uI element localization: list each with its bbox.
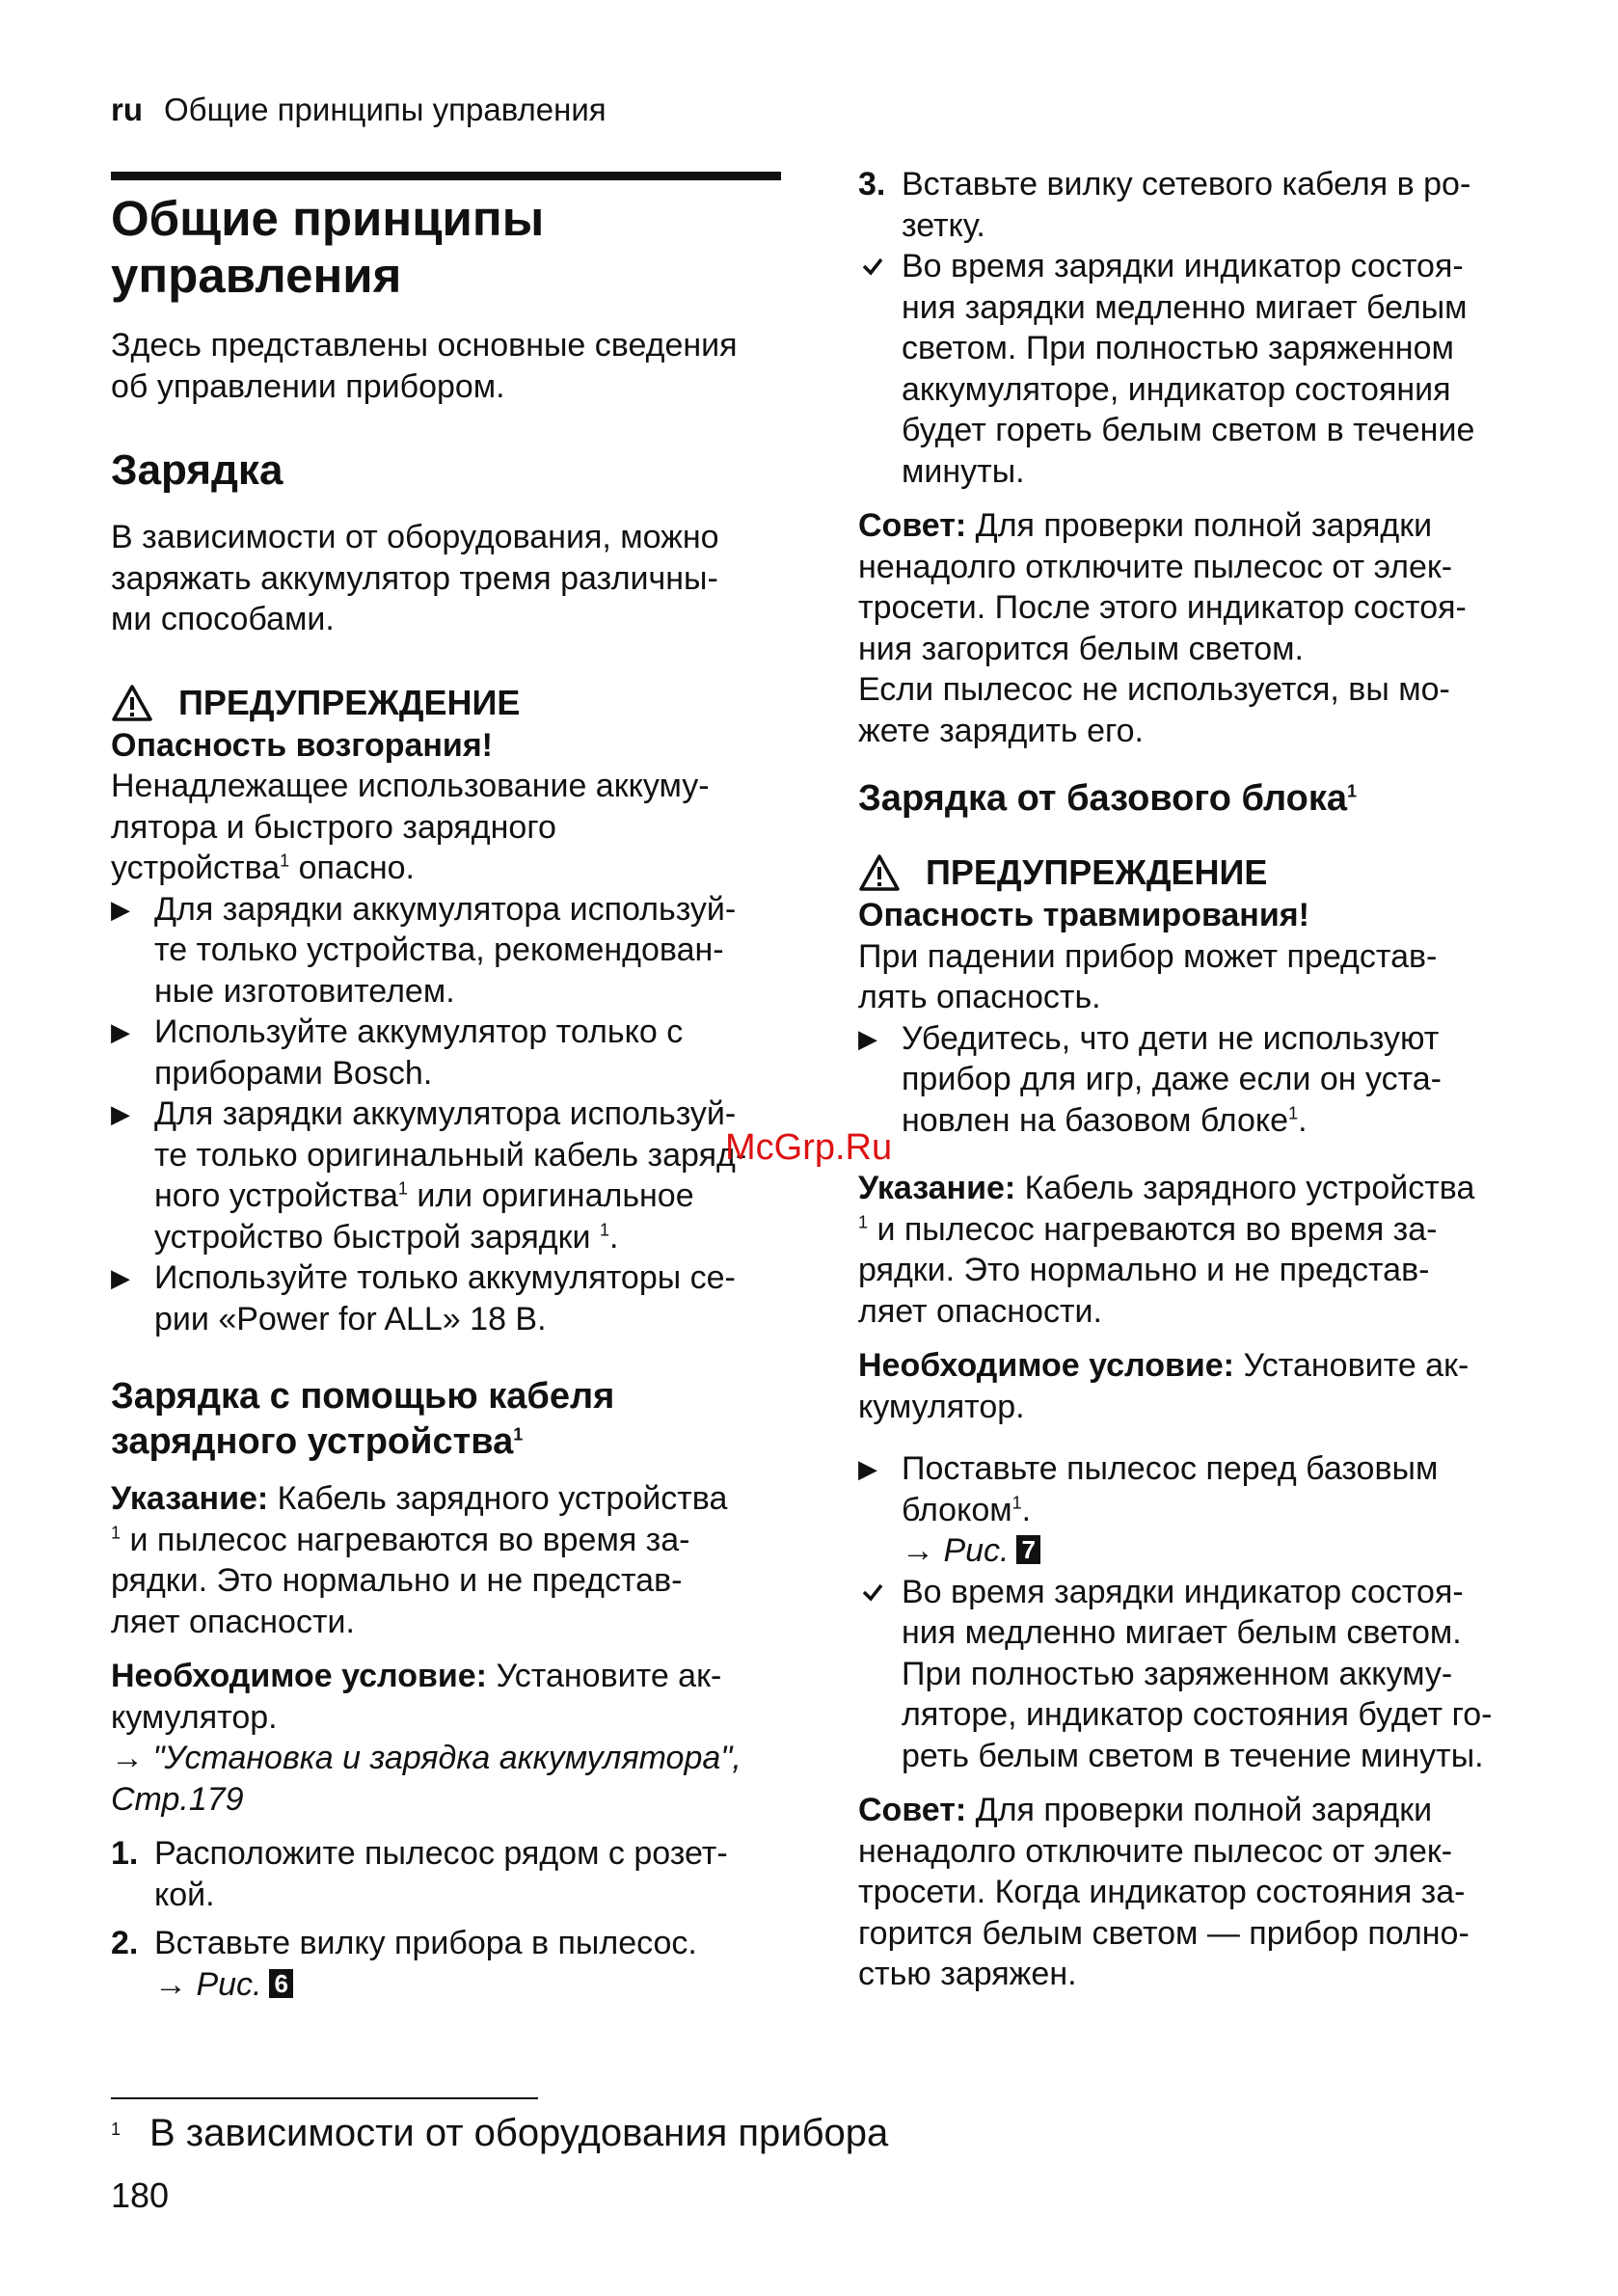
text-line: кой.	[154, 1876, 215, 1913]
checkmark-icon	[860, 1576, 885, 1605]
text-line: При полностью заряженном аккуму-	[902, 1655, 1453, 1692]
text-line: Поставьте пылесос перед базовым	[902, 1450, 1439, 1487]
text-line: Для зарядки аккумулятора используй-	[154, 1095, 737, 1132]
text-span: Для проверки полной зарядки	[966, 1792, 1433, 1828]
text-line: заряжать аккумулятор тремя различны-	[111, 559, 718, 597]
step-item	[111, 1833, 781, 1915]
text-line: ми способами.	[111, 601, 335, 637]
text-line: ляет опасности.	[858, 1292, 1102, 1330]
running-header-title: Общие принципы управления	[164, 92, 607, 127]
requirement-label: Необходимое условие:	[858, 1347, 1235, 1384]
text-line: тросети. После этого индикатор состоя-	[858, 589, 1467, 626]
text-line: те только устройства, рекомендован-	[154, 932, 724, 968]
footnote-ref: 1	[1347, 781, 1358, 801]
text-span: .	[608, 1218, 619, 1256]
page-title-line: управления	[111, 248, 402, 303]
list-item	[858, 1018, 1533, 1142]
triangle-bullet-icon: ▶	[111, 894, 130, 924]
warning-triangle-icon	[858, 853, 901, 892]
footnote-ref: 1	[280, 851, 290, 871]
note-label: Указание:	[111, 1480, 269, 1517]
section-heading-charging: Зарядка	[111, 446, 283, 494]
figure-reference[interactable]	[902, 1530, 1533, 1572]
text-line	[902, 1100, 1533, 1142]
list-item	[111, 1012, 781, 1094]
text-line: кумулятор.	[858, 1388, 1025, 1425]
warning-triangle-icon	[111, 684, 153, 722]
text-line: Используйте аккумулятор только с	[154, 1013, 684, 1050]
text-line: лятора и быстрого зарядного	[111, 808, 556, 846]
text-line: При падении прибор может представ-	[858, 937, 1438, 975]
text-line	[902, 1490, 1533, 1531]
text-span: или оригинальное	[407, 1177, 694, 1214]
left-column	[111, 172, 781, 2005]
note-paragraph	[111, 1478, 781, 1642]
text-span: .	[1021, 1491, 1032, 1528]
warning-injury	[858, 851, 1533, 1141]
text-line: Убедитесь, что дети не используют	[902, 1019, 1440, 1057]
text-span: Кабель зарядного устройства	[1015, 1170, 1475, 1206]
requirement-paragraph	[111, 1656, 781, 1820]
page-number: 180	[111, 2175, 170, 2215]
cross-reference-link[interactable]: → "Установка и зарядка аккумулятора",	[111, 1740, 742, 1776]
triangle-bullet-icon: ▶	[111, 1263, 130, 1292]
requirement-label: Необходимое условие:	[111, 1658, 488, 1694]
page-title-line: Общие принципы	[111, 191, 545, 246]
warning-subtitle: Опасность травмирования!	[858, 897, 1309, 933]
text-line	[858, 1790, 1533, 1831]
text-span: Кабель зарядного устройства	[268, 1480, 728, 1517]
text-span: Установите ак-	[487, 1658, 722, 1694]
text-line	[154, 1175, 781, 1217]
footnote	[111, 2110, 888, 2156]
text-line: те только оригинальный кабель заряд-	[154, 1136, 747, 1174]
list-item	[111, 1257, 781, 1339]
text-line: светом. При полностью заряженном	[902, 330, 1454, 366]
text-line: реть белым светом в течение минуты.	[902, 1737, 1484, 1774]
text-line: зетку.	[902, 206, 985, 244]
text-line: ляет опасности.	[111, 1603, 355, 1640]
note-label: Указание:	[858, 1170, 1016, 1206]
text-line	[154, 1217, 781, 1258]
text-line: рядки. Это нормально и не представ-	[858, 1252, 1430, 1288]
heading-line	[111, 1419, 781, 1465]
warning-label: ПРЕДУПРЕЖДЕНИЕ	[178, 682, 521, 722]
text-line: Вставьте вилку сетевого кабеля в ро-	[902, 166, 1471, 203]
text-line	[858, 1168, 1533, 1209]
footnote-ref: 1	[397, 1178, 408, 1199]
text-line: жете зарядить его.	[858, 712, 1144, 749]
text-line: ненадолго отключите пылесос от элек-	[858, 548, 1453, 585]
text-line: ные изготовителем.	[154, 972, 455, 1010]
result-item	[858, 1572, 1533, 1777]
text-span: новлен на базовом блоке	[902, 1101, 1289, 1139]
checkmark-icon	[860, 250, 885, 279]
list-item	[111, 1094, 781, 1257]
charging-paragraph	[111, 517, 781, 640]
text-line: ния медленно мигает белым светом.	[902, 1614, 1462, 1651]
text-line: Для зарядки аккумулятора используй-	[154, 890, 737, 928]
text-line	[858, 1209, 1533, 1251]
text-line: лять опасность.	[858, 979, 1101, 1015]
figure-ref-text: → Рис.	[154, 1965, 262, 2003]
step-number: 2.	[111, 1925, 139, 1961]
text-line: приборами Bosch.	[154, 1054, 433, 1092]
text-line: Здесь представлены основные сведения	[111, 327, 738, 364]
text-span: Зарядка от базового блока	[858, 778, 1348, 819]
text-line: ния зарядки медленно мигает белым	[902, 288, 1468, 326]
text-line	[858, 1345, 1533, 1387]
triangle-bullet-icon: ▶	[858, 1023, 877, 1053]
text-span: опасно.	[289, 850, 415, 886]
footnote-mark: 1	[111, 2120, 121, 2139]
text-line: Вставьте вилку прибора в пылесос.	[154, 1925, 697, 1961]
text-line: прибор для игр, даже если он уста-	[902, 1061, 1442, 1097]
text-line	[858, 505, 1533, 547]
text-span: ного устройства	[154, 1177, 398, 1214]
running-header	[111, 91, 607, 129]
text-line: Ненадлежащее использование аккуму-	[111, 768, 710, 804]
footnote-ref: 1	[1288, 1103, 1299, 1123]
note-paragraph	[858, 1168, 1533, 1332]
text-line: будет гореть белым светом в течение	[902, 412, 1475, 448]
figure-reference[interactable]	[154, 1964, 781, 2006]
text-line	[111, 1478, 781, 1520]
text-line: В зависимости от оборудования, можно	[111, 519, 719, 555]
footnote-ref: 1	[1011, 1493, 1022, 1513]
text-line: тросети. Когда индикатор состояния за-	[858, 1874, 1466, 1910]
footnote-rule	[111, 2097, 538, 2099]
warning-subtitle: Опасность возгорания!	[111, 726, 493, 764]
step-item	[111, 1923, 781, 2005]
text-line: ляторе, индикатор состояния будет го-	[902, 1696, 1493, 1733]
text-line: Расположите пылесос рядом с розет-	[154, 1835, 728, 1872]
step-number: 3.	[858, 166, 886, 203]
text-line: ненадолго отключите пылесос от элек-	[858, 1832, 1453, 1870]
text-line: стью заряжен.	[858, 1956, 1077, 1992]
footnote-ref: 1	[111, 1523, 121, 1543]
text-span: и пылесос нагреваются во время за-	[121, 1521, 690, 1558]
text-line: Во время зарядки индикатор состоя-	[902, 1573, 1464, 1610]
warning-label: ПРЕДУПРЕЖДЕНИЕ	[926, 852, 1268, 892]
figure-number-badge: 7	[1016, 1535, 1039, 1564]
list-item	[111, 889, 781, 1013]
warning-heading	[858, 851, 1533, 895]
tip-label: Совет:	[858, 1792, 967, 1828]
text-span: Для проверки полной зарядки	[966, 507, 1433, 544]
title-rule	[111, 172, 781, 180]
text-line	[111, 1656, 781, 1697]
text-span: и пылесос нагреваются во время за-	[868, 1210, 1438, 1248]
text-line: минуты.	[902, 452, 1025, 490]
triangle-bullet-icon: ▶	[111, 1017, 130, 1046]
subsection-heading-cable	[111, 1374, 781, 1465]
result-item	[858, 246, 1533, 492]
text-span: .	[1298, 1101, 1308, 1139]
text-line: Если пылесос не используется, вы мо-	[858, 671, 1450, 708]
footnote-ref: 1	[513, 1424, 524, 1445]
text-line: аккумуляторе, индикатор состояния	[902, 370, 1451, 408]
step-number: 1.	[111, 1835, 139, 1872]
subsection-heading-base	[858, 776, 1533, 822]
tip-paragraph	[858, 505, 1533, 751]
text-span: зарядного устройства	[111, 1421, 514, 1462]
text-span: устройство быстрой зарядки	[154, 1218, 600, 1256]
figure-ref-text: → Рис.	[902, 1532, 1010, 1569]
text-line: Используйте только аккумуляторы се-	[154, 1259, 736, 1296]
text-line	[111, 1520, 781, 1561]
figure-number-badge: 6	[269, 1969, 292, 1998]
footnote-ref: 1	[599, 1220, 609, 1240]
text-line: горится белым светом — прибор полно-	[858, 1914, 1470, 1952]
triangle-bullet-icon: ▶	[111, 1099, 130, 1128]
text-line: ния загорится белым светом.	[858, 630, 1304, 667]
page-title	[111, 190, 781, 304]
text-line: рии «Power for ALL» 18 В.	[154, 1300, 547, 1337]
right-column	[858, 164, 1533, 2009]
warning-heading	[111, 681, 781, 725]
text-span: блоком	[902, 1491, 1012, 1528]
text-span: устройства	[111, 850, 281, 886]
heading-line: Зарядка с помощью кабеля	[111, 1376, 615, 1417]
text-line: об управлении прибором.	[111, 367, 505, 405]
language-code: ru	[111, 92, 143, 127]
watermark: McGrp.Ru	[725, 1127, 893, 1168]
text-line: кумулятор.	[111, 1698, 278, 1736]
tip-label: Совет:	[858, 507, 967, 544]
footnote-ref: 1	[858, 1212, 869, 1232]
text-span: Установите ак-	[1234, 1347, 1470, 1384]
step-item	[858, 164, 1533, 246]
cross-reference-page[interactable]: Стр.179	[111, 1780, 244, 1818]
triangle-bullet-icon: ▶	[858, 1454, 877, 1483]
text-line	[111, 848, 781, 889]
text-line: рядки. Это нормально и не представ-	[111, 1562, 683, 1599]
requirement-paragraph	[858, 1345, 1533, 1427]
list-item	[858, 1448, 1533, 1572]
footnote-text: В зависимости от оборудования прибора	[149, 2112, 889, 2154]
intro-paragraph	[111, 325, 781, 407]
tip-paragraph	[858, 1790, 1533, 1995]
warning-fire	[111, 681, 781, 1340]
text-line: Во время зарядки индикатор состоя-	[902, 248, 1464, 284]
